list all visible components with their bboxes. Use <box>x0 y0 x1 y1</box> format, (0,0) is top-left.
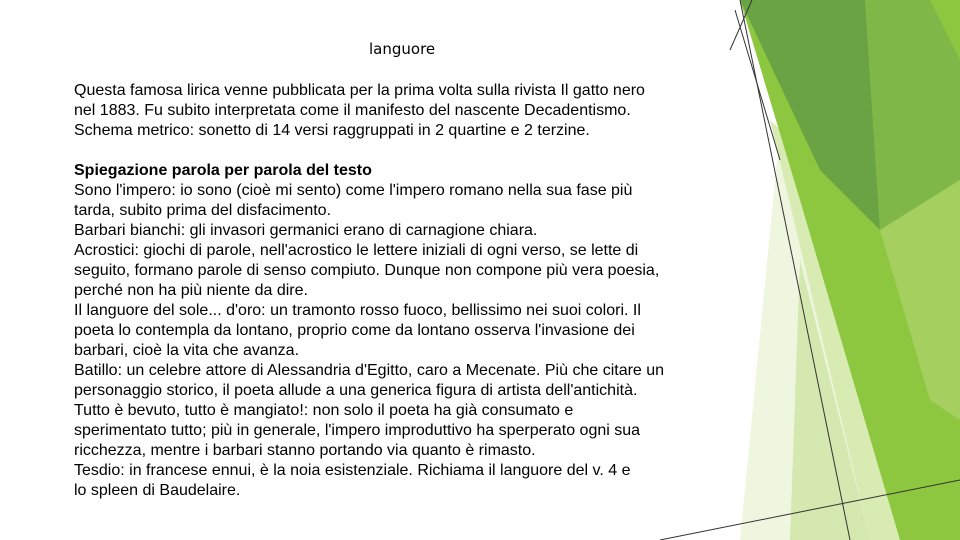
slide-title: languore <box>369 40 436 58</box>
explanation-line: Tutto è bevuto, tutto è mangiato!: non solo il poeta ha già consumato e <box>74 402 574 419</box>
intro-line: nel 1883. Fu subito interpretata come il manifesto del nascente Decadentismo. <box>74 102 631 119</box>
explanation-line: sperimentato tutto; più in generale, l'impero improduttivo ha sperperato ogni sua <box>74 422 641 439</box>
explanation-line: Tesdio: in francese ennui, è la noia esistenziale. Richiama il languore del v. 4 e <box>74 462 631 479</box>
explanation-line: lo spleen di Baudelaire. <box>74 482 241 499</box>
explanation-line: Acrostici: giochi di parole, nell'acrostico le lettere iniziali di ogni verso, se lette di <box>74 242 639 259</box>
intro-paragraph <box>74 81 754 141</box>
section-heading: Spiegazione parola per parola del testo <box>74 162 372 179</box>
explanation-line: personaggio storico, il poeta allude a una generica figura di artista dell'antichità. <box>74 382 638 399</box>
explanation-line: perché non ha più niente da dire. <box>74 282 308 299</box>
intro-line: Schema metrico: sonetto di 14 versi raggruppati in 2 quartine e 2 terzine. <box>74 122 590 139</box>
explanation-section <box>74 161 754 501</box>
explanation-line: barbari, cioè la vita che avanza. <box>74 342 300 359</box>
explanation-line: poeta lo contempla da lontano, proprio come da lontano osserva l'invasione dei <box>74 322 635 339</box>
intro-line: Questa famosa lirica venne pubblicata per la prima volta sulla rivista Il gatto nero <box>74 82 645 99</box>
explanation-line: seguito, formano parole di senso compiuto. Dunque non compone più vera poesia, <box>74 262 660 279</box>
explanation-line: Barbari bianchi: gli invasori germanici erano di carnagione chiara. <box>74 222 538 239</box>
slide-body <box>74 81 754 501</box>
explanation-line: Sono l'impero: io sono (cioè mi sento) come l'impero romano nella sua fase più <box>74 182 633 199</box>
explanation-line: ricchezza, mentre i barbari stanno portando via quanto è rimasto. <box>74 442 536 459</box>
explanation-line: Batillo: un celebre attore di Alessandria d'Egitto, caro a Mecenate. Più che citare un <box>74 362 665 379</box>
explanation-line: Il languore del sole... d'oro: un tramonto rosso fuoco, bellissimo nei suoi colori. Il <box>74 302 641 319</box>
explanation-line: tarda, subito prima del disfacimento. <box>74 202 332 219</box>
